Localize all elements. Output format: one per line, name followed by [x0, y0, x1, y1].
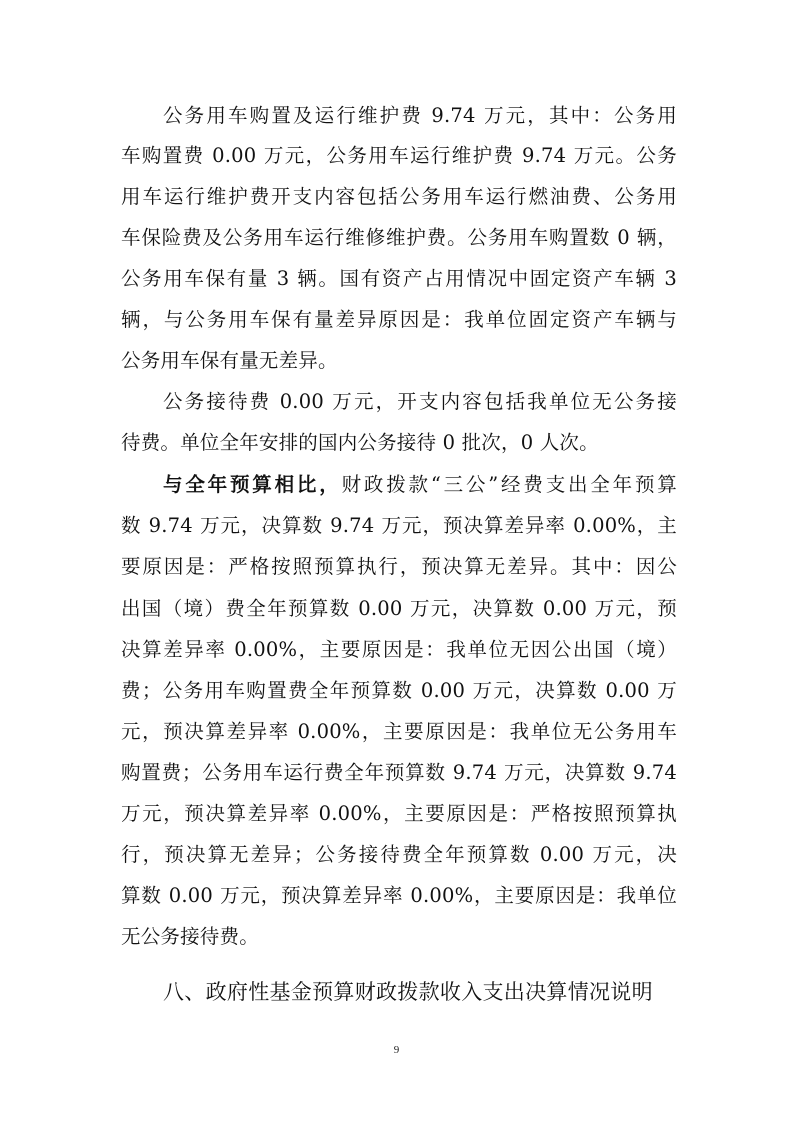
- paragraph-line: 算数 0.00 万元，预决算差异率 0.00%，主要原因是：我单位: [121, 884, 677, 907]
- paragraph-line: 元，预决算差异率 0.00%，主要原因是：我单位无公务用车: [121, 720, 677, 743]
- paragraph-line: 待费。单位全年安排的国内公务接待 0 批次，0 人次。: [121, 431, 599, 454]
- paragraph-line: 费；公务用车购置费全年预算数 0.00 万元，决算数 0.00 万: [121, 679, 677, 702]
- paragraph-line: 公务用车保有量无差异。: [121, 349, 338, 372]
- section-heading: 八、政府性基金预算财政拨款收入支出决算情况说明: [163, 980, 653, 1004]
- paragraph-line: 无公务接待费。: [121, 925, 259, 948]
- paragraph-line: 用车运行维护费开支内容包括公务用车运行燃油费、公务用: [121, 185, 677, 208]
- paragraph-line: 车购置费 0.00 万元，公务用车运行维护费 9.74 万元。公务: [121, 144, 677, 167]
- paragraph-text: 财政拨款“三公”经费支出全年预算: [341, 473, 677, 496]
- paragraph-line: 公务用车购置及运行维护费 9.74 万元，其中：公务用: [163, 104, 677, 127]
- paragraph-line: 数 9.74 万元，决算数 9.74 万元，预决算差异率 0.00%，主: [121, 514, 677, 537]
- paragraph-line: 公务接待费 0.00 万元，开支内容包括我单位无公务接: [163, 390, 677, 413]
- paragraph-line: 出国（境）费全年预算数 0.00 万元，决算数 0.00 万元，预: [121, 597, 677, 620]
- paragraph-line: 要原因是：严格按照预算执行，预决算无差异。其中：因公: [121, 555, 677, 578]
- paragraph-line: 公务用车保有量 3 辆。国有资产占用情况中固定资产车辆 3: [121, 267, 677, 290]
- paragraph-line: 购置费；公务用车运行费全年预算数 9.74 万元，决算数 9.74: [121, 761, 677, 784]
- bold-lead-text: 与全年预算相比，: [163, 473, 342, 496]
- paragraph-line: 决算差异率 0.00%，主要原因是：我单位无因公出国（境）: [121, 638, 677, 661]
- paragraph-line-with-lead: [163, 466, 677, 504]
- paragraph-line: 行，预决算无差异；公务接待费全年预算数 0.00 万元，决: [121, 843, 677, 866]
- page-number: 9: [393, 1044, 400, 1056]
- paragraph-line: 万元，预决算差异率 0.00%，主要原因是：严格按照预算执: [121, 802, 677, 825]
- paragraph-line: 辆，与公务用车保有量差异原因是：我单位固定资产车辆与: [121, 308, 677, 331]
- paragraph-line: 车保险费及公务用车运行维修维护费。公务用车购置数 0 辆，: [121, 226, 677, 249]
